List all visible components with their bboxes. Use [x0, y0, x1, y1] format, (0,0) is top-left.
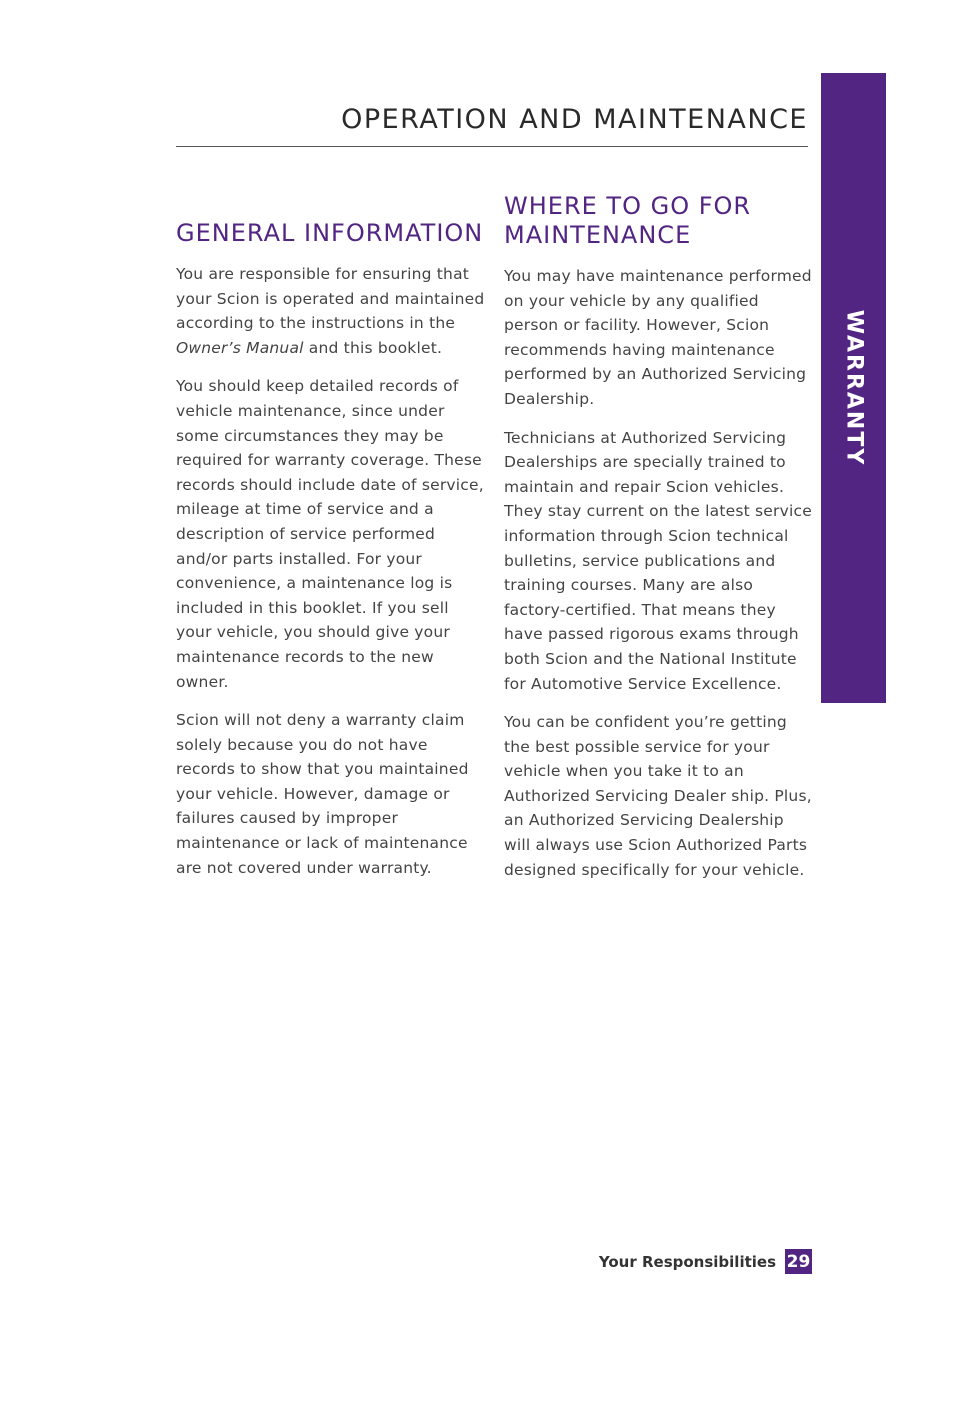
general-paragraph-3: Scion will not deny a warranty claim solely because you do not have records to show that you maintained your vehicle. However, damage or failures caused by improper maintenance or lack of maintenance are not covered under warranty. — [176, 711, 469, 877]
side-tab — [821, 73, 886, 703]
side-tab-label: WARRANTY — [841, 309, 866, 467]
general-information-section — [176, 219, 486, 894]
general-paragraph-1: You are responsible for ensuring that your Scion is operated and maintained according to the instructions in the Owner’s Manual and this booklet. — [176, 265, 485, 357]
page-title: OPERATION AND MAINTENANCE — [341, 104, 808, 135]
general-information-heading: GENERAL INFORMATION — [176, 219, 484, 247]
where-paragraph-3: You can be confident you’re getting the best possible service for your vehicle when you take it to an Authorized Servicing Dealer ship. Plus, an Authorized Servicing Dealership will always use Scion Authorized Parts designed specifically for your vehicle. — [504, 713, 812, 879]
where-to-go-heading: WHERE TO GO FOR MAINTENANCE — [504, 192, 752, 249]
general-paragraph-2: You should keep detailed records of vehicle maintenance, since under some circumstances they may be required for warranty coverage. These records should include date of service, mileage at time of service and a description of service performed and/or parts installed. For your convenience, a maintenance log is included in this booklet. If you sell your vehicle, you should give your maintenance records to the new owner. — [176, 377, 484, 691]
owners-manual-title: Owner’s Manual — [176, 338, 304, 357]
where-paragraph-1: You may have maintenance performed on your vehicle by any qualified person or facility. However, Scion recommends having maintenance performed by an Authorized Servicing Dealership. — [504, 267, 812, 408]
footer-section-name: Your Responsibilities — [598, 1252, 776, 1271]
where-to-go-section — [504, 192, 814, 896]
where-paragraph-2: Technicians at Authorized Servicing Dealerships are specially trained to maintain and repair Scion vehicles. They stay current on the latest service information through Scion technical bulletins, service publications and training courses. Many are also factory-certified. That means they have passed rigorous exams through both Scion and the National Institute for Automotive Service Excellence. — [504, 428, 812, 693]
page-footer — [599, 1249, 812, 1274]
page-number: 29 — [785, 1249, 812, 1274]
header-divider — [176, 146, 808, 147]
